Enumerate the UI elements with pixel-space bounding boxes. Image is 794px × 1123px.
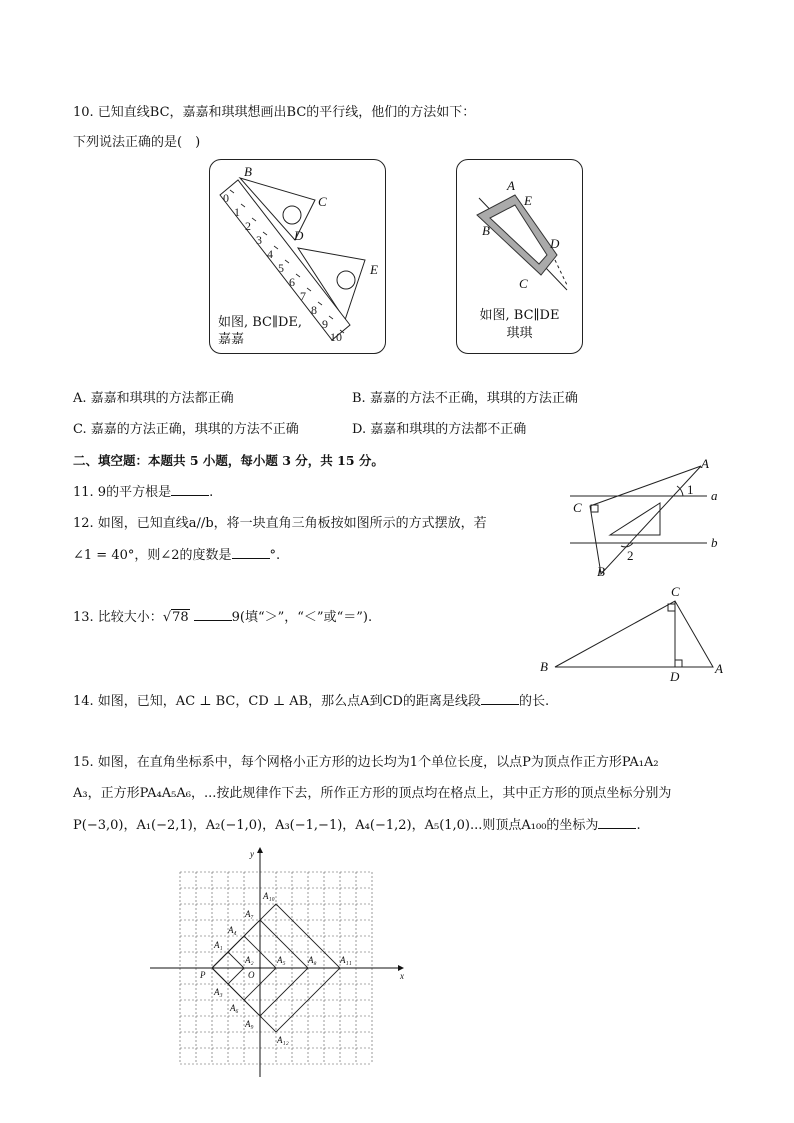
q12-angle-2: 2	[627, 548, 634, 563]
q15-text: P(−3,0)，A₁(−2,1)，A₂(−1,0)，A₃(−1,−1)，A₄(−1,2)，A₅(1,0)...则顶点A₁₀₀的坐标为	[73, 818, 599, 833]
q12-label-b: B	[597, 564, 605, 579]
label-E2: E	[524, 193, 532, 208]
label-C: C	[318, 194, 327, 209]
point-a9: A₉	[245, 1019, 254, 1029]
q10-left-caption: 如图, BC∥DE,	[218, 315, 303, 330]
ruler-tick-10: 10	[330, 330, 342, 344]
point-a10: A₁₀	[263, 891, 275, 901]
point-a12: A₁₂	[277, 1035, 289, 1045]
label-A2: A	[507, 178, 515, 193]
ruler-tick-4: 4	[267, 247, 273, 261]
q13-end: 9(填“＞”，“＜”或“＝”).	[231, 610, 373, 625]
point-a11: A₁₁	[340, 955, 352, 965]
point-a2: A₂	[245, 955, 254, 965]
q14-blank	[481, 692, 519, 705]
label-D2: D	[550, 236, 560, 251]
q13-figure	[535, 583, 725, 683]
q15-end: .	[636, 818, 641, 833]
q13	[73, 608, 372, 627]
label-C2: C	[519, 276, 528, 291]
q12-end: °.	[269, 548, 281, 563]
q10-option-d: D. 嘉嘉和琪琪的方法都不正确	[352, 422, 527, 437]
q15-line2: A₃，正方形PA₄A₅A₆，...按此规律作下去，所作正方形的顶点均在格点上，其中正方形的顶点坐标分别为	[73, 786, 672, 801]
q10-figure-right	[456, 159, 583, 354]
q12-line2	[73, 546, 280, 565]
q12-line1: 12. 如图，已知直线a//b，将一块直角三角板按如图所示的方式摆放，若	[73, 516, 487, 531]
point-a3: A₃	[214, 987, 223, 997]
ruler-tick-0: 0	[223, 191, 229, 205]
q12-figure	[565, 456, 725, 586]
point-a7: A₇	[245, 909, 254, 919]
section-heading: 二、填空题：本题共 5 小题，每小题 3 分，共 15 分。	[73, 453, 384, 468]
q10-ask: 下列说法正确的是( )	[73, 135, 201, 150]
q12-angle-1: 1	[687, 482, 694, 497]
q13-label-c: C	[671, 584, 680, 599]
ruler-tick-2: 2	[245, 219, 251, 233]
point-a6: A₆	[230, 1003, 239, 1013]
q10-right-name: 琪琪	[506, 326, 533, 341]
sqrt-symbol: √	[162, 610, 172, 625]
q13-label-a: A	[715, 661, 723, 676]
q12-label-c: C	[573, 500, 582, 515]
q14	[73, 692, 549, 711]
label-D: D	[294, 228, 304, 243]
q10-option-c: C. 嘉嘉的方法正确，琪琪的方法不正确	[73, 422, 299, 437]
label-B: B	[244, 164, 252, 179]
origin-label: O	[248, 970, 255, 980]
q10-option-a: A. 嘉嘉和琪琪的方法都正确	[73, 391, 234, 406]
point-a8: A₈	[308, 955, 317, 965]
ruler-tick-3: 3	[256, 233, 262, 247]
q12-text: ∠1 = 40°，则∠2的度数是	[73, 548, 232, 563]
q15-blank	[598, 816, 636, 829]
q10-figure-left	[209, 159, 386, 354]
q12-line-b: b	[711, 535, 718, 550]
ruler-tick-8: 8	[311, 303, 317, 317]
ruler-tick-1: 1	[234, 205, 240, 219]
q14-end: 的长.	[518, 694, 550, 709]
axis-x-label: x	[400, 971, 404, 981]
q13-label-d: D	[670, 669, 680, 683]
q12-line-a: a	[711, 488, 718, 503]
q13-blank	[194, 608, 232, 621]
point-a1: A₁	[214, 940, 223, 950]
ruler-tick-5: 5	[278, 261, 284, 275]
q10-option-b: B. 嘉嘉的方法不正确，琪琪的方法正确	[352, 391, 578, 406]
point-a4: A₄	[228, 925, 237, 935]
q12-blank	[232, 546, 270, 559]
label-E: E	[370, 262, 378, 277]
q13-text: 13. 比较大小：	[73, 610, 163, 625]
axis-y-label: y	[250, 849, 254, 859]
q14-text: 14. 如图，已知，AC ⊥ BC，CD ⊥ AB，那么点A到CD的距离是线段	[73, 694, 481, 709]
label-B2: B	[482, 223, 490, 238]
q11-text: 11. 9的平方根是	[73, 485, 172, 500]
q10-left-name: 嘉嘉	[218, 332, 245, 347]
q15-line3	[73, 816, 641, 835]
q15-line1: 15. 如图，在直角坐标系中，每个网格小正方形的边长均为1个单位长度，以点P为顶点作正方形PA₁A₂	[73, 755, 659, 770]
q13-radicand: 78	[172, 610, 189, 625]
ruler-tick-7: 7	[300, 289, 306, 303]
point-p: P	[200, 970, 206, 980]
q11-end: .	[209, 485, 214, 500]
q11-blank	[171, 483, 209, 496]
point-a5: A₅	[277, 955, 286, 965]
q12-label-a: A	[701, 456, 709, 471]
q11	[73, 483, 213, 502]
ruler-tick-6: 6	[289, 275, 295, 289]
q10-stem: 10. 已知直线BC，嘉嘉和琪琪想画出BC的平行线，他们的方法如下：	[73, 105, 476, 120]
q13-label-b: B	[540, 659, 548, 674]
ruler-tick-9: 9	[322, 317, 328, 331]
q10-right-caption: 如图, BC∥DE	[479, 308, 560, 323]
q15-coordinate-grid	[150, 845, 410, 1080]
